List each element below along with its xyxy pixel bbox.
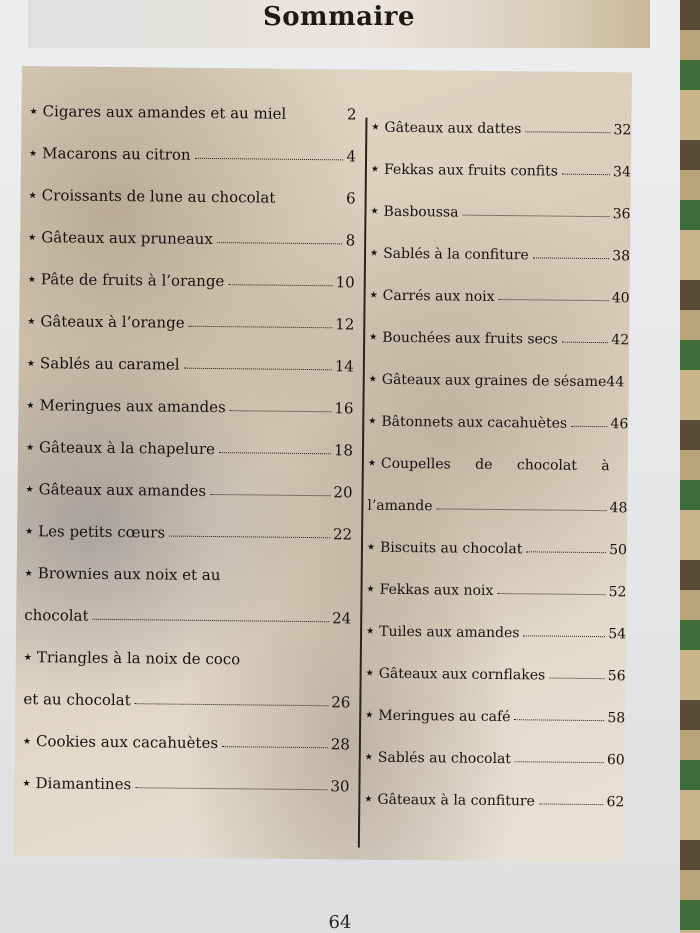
- entry-title: Biscuits au chocolat: [379, 539, 523, 558]
- entry-page: 2: [346, 105, 357, 124]
- entry-title: Sablés à la confiture: [383, 245, 529, 264]
- bullet-star-icon: ★: [370, 248, 379, 259]
- bullet-star-icon: ★: [368, 374, 377, 385]
- toc-entry: [368, 414, 628, 433]
- entry-page: 40: [611, 290, 630, 307]
- toc-entry: [370, 246, 630, 265]
- entry-page: 18: [333, 441, 354, 460]
- entry-page: 56: [607, 668, 626, 685]
- entry-page: 34: [613, 164, 632, 181]
- dot-leader: [526, 551, 606, 553]
- entry-title: Basboussa: [383, 203, 459, 221]
- entry-page: 50: [609, 542, 628, 559]
- entry-title-continued: chocolat: [24, 606, 89, 625]
- entry-title: Bâtonnets aux cacahuètes: [381, 413, 568, 432]
- entry-title: Triangles à la noix de coco: [36, 648, 241, 669]
- bullet-star-icon: ★: [25, 527, 34, 538]
- contents-panel: [14, 66, 632, 862]
- entry-title: Pâte de fruits à l’orange: [40, 270, 225, 291]
- dot-leader: [539, 803, 604, 805]
- entry-title: Gâteaux aux amandes: [38, 480, 207, 500]
- bullet-star-icon: ★: [23, 653, 32, 664]
- page-title: Sommaire: [262, 2, 416, 32]
- adjacent-pages-edge: [680, 0, 700, 933]
- entry-page: 10: [335, 273, 355, 292]
- dot-leader: [462, 215, 609, 218]
- entry-title: Carrés aux noix: [382, 287, 495, 305]
- toc-entry: [370, 288, 630, 307]
- bullet-star-icon: ★: [368, 416, 377, 427]
- entry-page: 62: [606, 794, 625, 811]
- entry-title: Fekkas aux fruits confits: [383, 161, 559, 180]
- entry-page: 26: [331, 693, 351, 712]
- entry-page: 30: [330, 777, 350, 796]
- entry-page: 52: [608, 584, 627, 601]
- dot-leader: [562, 174, 610, 176]
- entry-page: 16: [334, 399, 354, 418]
- dot-leader: [514, 719, 604, 721]
- entry-title: Diamantines: [35, 774, 132, 794]
- bullet-star-icon: ★: [371, 122, 380, 133]
- dot-leader: [497, 593, 605, 595]
- bullet-star-icon: ★: [22, 737, 32, 748]
- dot-leader: [549, 678, 605, 680]
- entry-title: Gâteaux aux pruneaux: [41, 228, 213, 249]
- bullet-star-icon: ★: [370, 206, 379, 217]
- entry-page: 60: [606, 752, 625, 769]
- entry-title: Croissants de lune au chocolat: [41, 186, 276, 207]
- toc-entry: [370, 204, 630, 223]
- entry-title-continued: et au chocolat: [23, 690, 131, 710]
- bullet-star-icon: ★: [28, 191, 37, 202]
- dot-leader: [525, 131, 610, 133]
- toc-entry: [371, 120, 631, 139]
- entry-title: Meringues au café: [378, 707, 511, 726]
- bullet-star-icon: ★: [28, 233, 37, 244]
- dot-leader: [515, 761, 604, 763]
- entry-title: Cookies aux cacahuètes: [35, 732, 219, 753]
- page-number: 64: [328, 912, 352, 933]
- entry-page: 12: [335, 315, 355, 334]
- toc-entry: [367, 540, 627, 559]
- entry-title: Fekkas aux noix: [379, 581, 494, 599]
- entry-page: 32: [613, 122, 632, 139]
- bullet-star-icon: ★: [364, 794, 373, 805]
- entry-page: 14: [334, 357, 354, 376]
- bullet-star-icon: ★: [29, 107, 38, 118]
- toc-entry: [369, 372, 629, 391]
- toc-entry: [366, 666, 626, 685]
- bullet-star-icon: ★: [26, 359, 36, 370]
- entry-page: 20: [333, 483, 353, 502]
- entry-title: Meringues aux amandes: [39, 396, 226, 417]
- dot-leader: [499, 299, 609, 301]
- dot-leader: [523, 635, 605, 637]
- entry-title: Sablés au caramel: [39, 354, 180, 374]
- entry-title: Gâteaux à l’orange: [40, 312, 185, 332]
- bullet-star-icon: ★: [369, 290, 378, 301]
- entry-page: 28: [330, 735, 351, 754]
- bullet-star-icon: ★: [24, 569, 33, 580]
- dot-leader: [437, 508, 607, 511]
- entry-title: Les petits cœurs: [38, 522, 166, 542]
- bullet-star-icon: ★: [26, 401, 35, 412]
- bullet-star-icon: ★: [366, 542, 376, 553]
- bullet-star-icon: ★: [370, 164, 380, 175]
- dot-leader: [562, 342, 608, 343]
- dot-leader: [533, 257, 609, 259]
- entry-page: 22: [332, 525, 353, 544]
- bullet-star-icon: ★: [366, 584, 375, 595]
- entry-page: 42: [611, 332, 630, 349]
- entry-page: 46: [610, 416, 629, 433]
- entry-title: Gâteaux à la confiture: [377, 791, 535, 810]
- entry-page: 8: [345, 231, 356, 250]
- entry-title: Cigares aux amandes et au miel: [42, 102, 287, 123]
- entry-page: 58: [607, 710, 626, 727]
- toc-entry: [369, 330, 629, 349]
- entry-title: Gâteaux aux graines de sésame: [381, 371, 607, 391]
- bullet-star-icon: ★: [29, 149, 38, 160]
- toc-entry: [366, 624, 626, 643]
- bullet-star-icon: ★: [365, 668, 374, 679]
- title-band: [28, 0, 650, 48]
- bullet-star-icon: ★: [22, 779, 31, 790]
- toc-entry: [364, 792, 624, 811]
- entry-title: Bouchées aux fruits secs: [382, 329, 558, 348]
- bullet-star-icon: ★: [367, 458, 376, 469]
- entry-page: 44: [606, 374, 625, 391]
- bullet-star-icon: ★: [366, 626, 375, 637]
- toc-entry-line1: [368, 456, 628, 475]
- entry-title: Gâteaux aux dattes: [384, 119, 522, 138]
- entry-title: Tuiles aux amandes: [379, 623, 520, 642]
- entry-page: 24: [332, 609, 352, 628]
- entry-page: 4: [346, 147, 357, 166]
- entry-page: 48: [609, 500, 628, 517]
- bullet-star-icon: ★: [364, 752, 373, 763]
- toc-entry: [371, 162, 631, 181]
- entry-page: 36: [612, 206, 631, 223]
- column-divider: [358, 118, 367, 848]
- bullet-star-icon: ★: [25, 485, 34, 496]
- bullet-star-icon: ★: [27, 275, 36, 286]
- dot-leader: [571, 426, 607, 427]
- bullet-star-icon: ★: [25, 443, 35, 454]
- entry-page: 38: [612, 248, 631, 265]
- entry-page: 54: [608, 626, 627, 643]
- entry-title: Macarons au citron: [42, 144, 191, 164]
- toc-entry: [365, 750, 625, 769]
- toc-entry: [366, 582, 626, 601]
- toc-entry-line2: [367, 498, 627, 517]
- entry-page: 6: [345, 189, 356, 208]
- entry-title: Brownies aux noix et au: [37, 564, 221, 585]
- bullet-star-icon: ★: [369, 332, 378, 343]
- entry-title: Coupelles de chocolat à: [380, 455, 610, 475]
- entry-title: Gâteaux aux cornflakes: [378, 665, 546, 684]
- entry-title: Gâteaux à la chapelure: [38, 438, 216, 459]
- bullet-star-icon: ★: [365, 710, 374, 721]
- toc-entry: [365, 708, 625, 727]
- bullet-star-icon: ★: [27, 317, 36, 328]
- entry-title-continued: l’amande: [367, 497, 433, 515]
- entry-title: Sablés au chocolat: [377, 749, 512, 768]
